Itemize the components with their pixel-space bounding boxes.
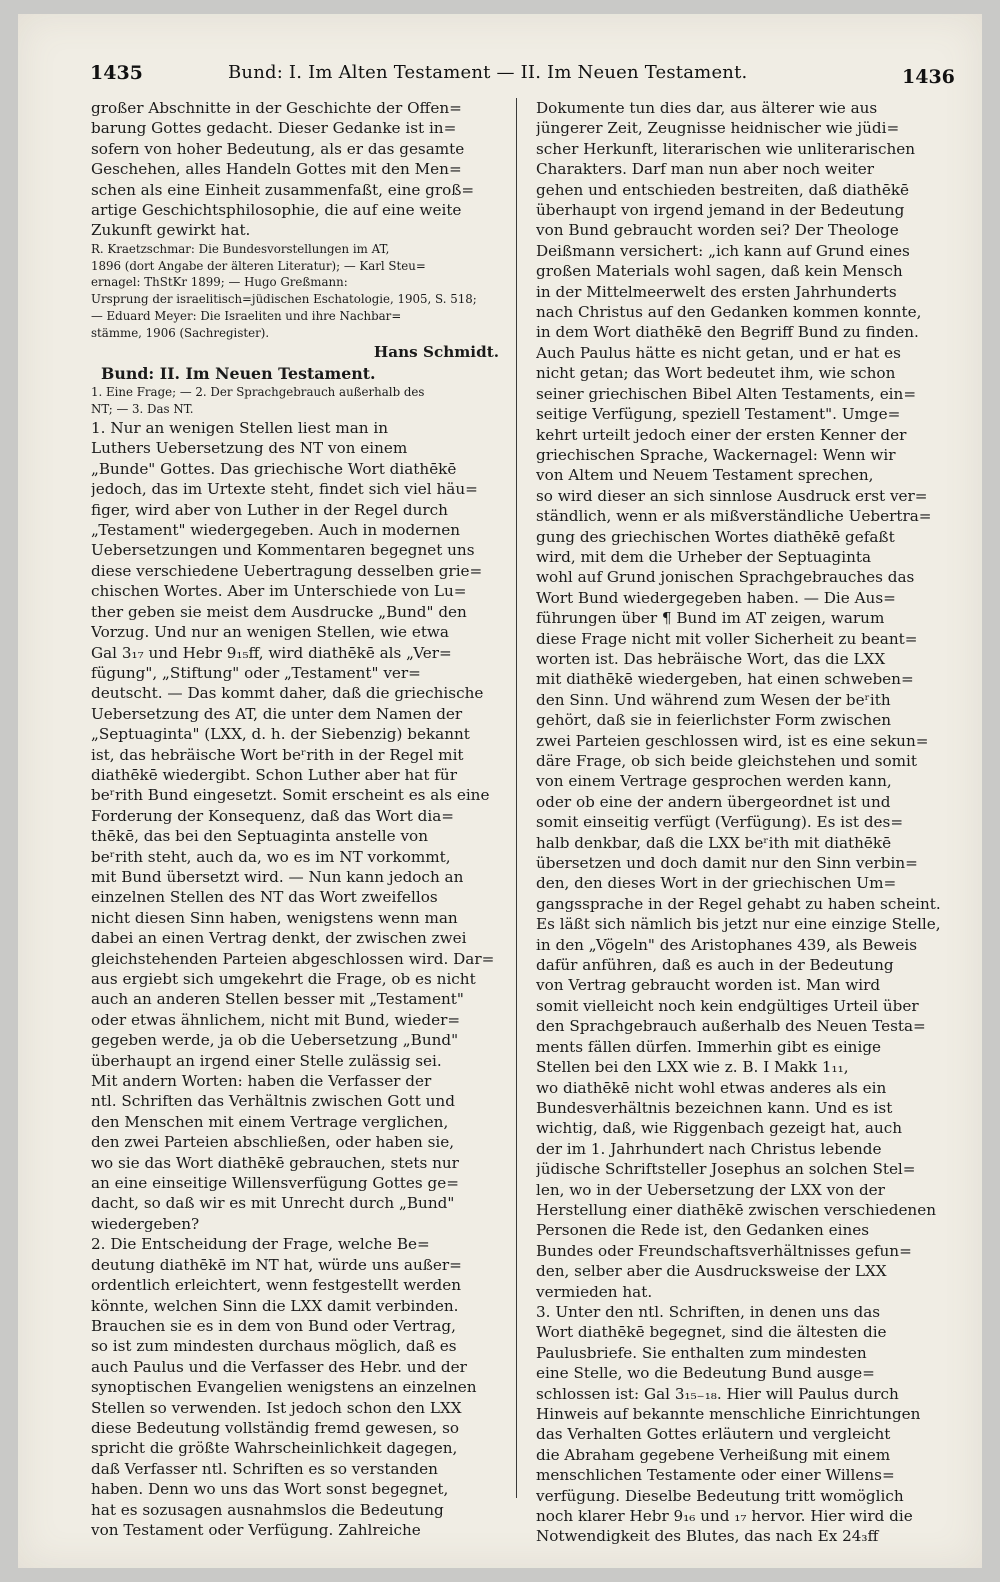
author-signature: Hans Schmidt.	[373, 342, 499, 361]
text-line: Forderung der Konsequenz, daß das Wort dia=	[91, 806, 454, 825]
text-line: überhaupt an irgend einer Stelle zulässig sei.	[91, 1051, 442, 1070]
text-line: sofern von hoher Bedeutung, als er das gesamte	[91, 139, 465, 158]
right-paragraph-1	[536, 98, 944, 1302]
text-line: diathēkē wiedergibt. Schon Luther aber hat für	[91, 765, 457, 784]
text-line: vermieden hat.	[536, 1282, 653, 1301]
text-line: 2. Die Entscheidung der Frage, welche Be=	[91, 1235, 430, 1254]
text-line: Herstellung einer diathēkē zwischen verschiedenen	[536, 1200, 936, 1219]
text-line: 1. Nur an wenigen Stellen liest man in	[91, 419, 389, 438]
text-line: jüdische Schriftsteller Josephus an solchen Stel=	[536, 1160, 916, 1179]
text-line: von Bund gebraucht worden sei? Der Theologe	[536, 221, 899, 240]
text-line: hat es sozusagen ausnahmslos die Bedeutung	[91, 1500, 444, 1519]
text-line: deutung diathēkē im NT hat, würde uns außer=	[91, 1255, 462, 1274]
text-line: Wort Bund wiedergegeben haben. — Die Aus=	[536, 588, 896, 607]
left-paragraph-2	[91, 418, 499, 1234]
text-line: aus ergiebt sich umgekehrt die Frage, ob es nicht	[91, 970, 476, 988]
text-line: führungen über ¶ Bund im AT zeigen, warum	[536, 609, 885, 628]
left-column	[91, 98, 499, 1566]
text-line: auch Paulus und die Verfasser des Hebr. und der	[91, 1357, 467, 1376]
text-line: Paulusbriefe. Sie enthalten zum mindesten	[536, 1343, 867, 1362]
text-line: nicht diesen Sinn haben, wenigstens wenn man	[91, 908, 458, 927]
text-line: diese verschiedene Uebertragung desselben grie=	[91, 561, 483, 580]
text-line: 1896 (dort Angabe der älteren Literatur); — Karl Steu=	[91, 258, 426, 273]
text-line: von Vertrag gebraucht worden ist. Man wird	[536, 976, 881, 995]
text-line: thēkē, das bei den Septuaginta anstelle von	[91, 827, 428, 846]
text-line: diese Bedeutung vollständig fremd gewesen, so	[91, 1418, 460, 1437]
text-line: barung Gottes gedacht. Dieser Gedanke ist in=	[91, 119, 457, 138]
text-line: den Sinn. Und während zum Wesen der beʳith	[536, 690, 891, 709]
text-line: deutscht. — Das kommt daher, daß die griechische	[91, 684, 484, 703]
text-line: stämme, 1906 (Sachregister).	[91, 325, 270, 340]
text-line: an eine einseitige Willensverfügung Gottes ge=	[91, 1174, 459, 1193]
text-line: NT; — 3. Das NT.	[91, 402, 194, 417]
text-line: kehrt urteilt jedoch einer der ersten Kenner der	[536, 425, 907, 444]
text-line: „Bunde" Gottes. Das griechische Wort diathēkē	[91, 459, 457, 478]
text-line: somit einseitig verfügt (Verfügung). Es ist des=	[536, 813, 904, 832]
text-line: die Abraham gegebene Verheißung mit einem	[536, 1445, 891, 1464]
text-line: ments fällen dürfen. Immerhin gibt es einige	[536, 1037, 882, 1056]
text-line: wo sie das Wort diathēkē gebrauchen, stets nur	[91, 1153, 459, 1172]
text-line: fügung", „Stiftung" oder „Testament" ver=	[91, 663, 421, 682]
text-line: dafür anführen, daß es auch in der Bedeutung	[536, 956, 894, 975]
text-line: wohl auf Grund jonischen Sprachgebrauches das	[536, 568, 915, 587]
text-line: noch klarer Hebr 9₁₆ und ₁₇ hervor. Hier wird die	[536, 1507, 913, 1526]
text-line: ther geben sie meist dem Ausdrucke „Bund" den	[91, 602, 467, 621]
text-line: Vorzug. Und nur an wenigen Stellen, wie etwa	[91, 623, 449, 642]
text-line: figer, wird aber von Luther in der Regel durch	[91, 500, 448, 519]
text-line: artige Geschichtsphilosophie, die auf eine weite	[91, 201, 462, 220]
running-title: Bund: I. Im Alten Testament — II. Im Neuen Testament.	[228, 62, 748, 83]
text-line: menschlichen Testamente oder einer Willens=	[536, 1466, 895, 1485]
text-line: schen als eine Einheit zusammenfaßt, eine groß=	[91, 180, 475, 199]
left-paragraph-3	[91, 1234, 499, 1540]
book-page	[18, 14, 982, 1568]
text-line: mit Bund übersetzt wird. — Nun kann jedoch an	[91, 867, 464, 886]
text-line: „Septuaginta" (LXX, d. h. der Siebenzig) bekannt	[91, 725, 470, 744]
text-line: spricht die größte Wahrscheinlichkeit dagegen,	[91, 1439, 458, 1458]
text-line: ernagel: ThStKr 1899; — Hugo Greßmann:	[91, 275, 348, 290]
text-line: dacht, so daß wir es mit Unrecht durch „Bund"	[91, 1194, 455, 1213]
text-line: Hinweis auf bekannte menschliche Einrichtungen	[536, 1405, 921, 1423]
text-line: beʳrith Bund eingesetzt. Somit erscheint es als eine	[91, 786, 490, 805]
text-line: Stellen bei den LXX wie z. B. I Makk 1₁₁,	[536, 1058, 849, 1077]
text-line: gegeben werde, ja ob die Uebersetzung „Bund"	[91, 1031, 459, 1050]
text-line: Es läßt sich nämlich bis jetzt nur eine einzige Stelle,	[536, 915, 941, 934]
text-line: dabei an einen Vertrag denkt, der zwischen zwei	[91, 929, 467, 948]
column-divider	[516, 98, 517, 1498]
text-line: daß Verfasser ntl. Schriften es so verstanden	[91, 1459, 438, 1478]
text-line: den, den dieses Wort in der griechischen Um=	[536, 874, 897, 893]
page-number-right: 1436	[902, 66, 955, 88]
text-line: len, wo in der Uebersetzung der LXX von der	[536, 1180, 885, 1199]
text-line: Stellen so verwenden. Ist jedoch schon den LXX	[91, 1398, 462, 1417]
text-line: somit vielleicht noch kein endgültiges Urteil über	[536, 996, 919, 1015]
text-line: so ist zum mindesten durchaus möglich, daß es	[91, 1337, 457, 1356]
text-line: seitige Verfügung, speziell Testament". Umge=	[536, 405, 901, 424]
text-line: der im 1. Jahrhundert nach Christus lebende	[536, 1139, 882, 1158]
text-line: Dokumente tun dies dar, aus älterer wie aus	[536, 99, 878, 117]
text-line: chischen Wortes. Aber im Unterschiede von Lu=	[91, 582, 467, 601]
text-line: auch an anderen Stellen besser mit „Testament"	[91, 990, 464, 1009]
text-line: beʳrith steht, auch da, wo es im NT vorkommt,	[91, 847, 451, 866]
text-line: 1. Eine Frage; — 2. Der Sprachgebrauch außerhalb des	[91, 385, 425, 400]
text-line: großen Materials wohl sagen, daß kein Mensch	[536, 262, 903, 281]
text-line: von Testament oder Verfügung. Zahlreiche	[91, 1520, 421, 1539]
text-line: so wird dieser an sich sinnlose Ausdruck erst ver=	[536, 486, 928, 505]
text-line: nach Christus auf den Gedanken kommen konnte,	[536, 303, 922, 322]
text-line: Uebersetzung des AT, die unter dem Namen der	[91, 704, 463, 723]
text-line: den Sprachgebrauch außerhalb des Neuen Testa=	[536, 1017, 926, 1036]
text-line: verfügung. Dieselbe Bedeutung tritt womöglich	[536, 1486, 904, 1505]
text-line: überhaupt von irgend jemand in der Bedeutung	[536, 201, 905, 220]
text-line: seiner griechischen Bibel Alten Testaments, ein=	[536, 384, 917, 403]
text-line: Luthers Uebersetzung des NT von einem	[91, 439, 408, 458]
text-line: 3. Unter den ntl. Schriften, in denen uns das	[536, 1302, 881, 1321]
text-line: Deißmann versichert: „ich kann auf Grund eines	[536, 241, 910, 260]
right-column	[536, 98, 944, 1566]
text-line: in der Mittelmeerwelt des ersten Jahrhunderts	[536, 282, 897, 301]
text-line: — Eduard Meyer: Die Israeliten und ihre Nachbar=	[91, 309, 402, 324]
text-line: jedoch, das im Urtexte steht, findet sich viel häu=	[91, 480, 478, 499]
text-line: in dem Wort diathēkē den Begriff Bund zu finden.	[536, 323, 919, 342]
text-line: ist, das hebräische Wort beʳrith in der Regel mit	[91, 745, 464, 764]
text-line: Bundesverhältnis bezeichnen kann. Und es ist	[536, 1098, 893, 1117]
text-line: Charakters. Darf man nun aber noch weiter	[536, 160, 875, 179]
text-line: Zukunft gewirkt hat.	[91, 221, 251, 240]
text-line: „Testament" wiedergegeben. Auch in modernen	[91, 521, 461, 540]
text-line: ordentlich erleichtert, wenn festgestellt werden	[91, 1276, 462, 1295]
text-line: übersetzen und doch damit nur den Sinn verbin=	[536, 854, 918, 873]
text-line: R. Kraetzschmar: Die Bundesvorstellungen im AT,	[91, 241, 390, 256]
text-line: Bundes oder Freundschaftsverhältnisses gefun=	[536, 1241, 912, 1260]
text-line: eine Stelle, wo die Bedeutung Bund ausge=	[536, 1364, 875, 1383]
text-line: den zwei Parteien abschließen, oder haben sie,	[91, 1133, 455, 1152]
text-line: Mit andern Worten: haben die Verfasser der	[91, 1072, 432, 1091]
text-line: wiedergeben?	[91, 1214, 200, 1233]
text-line: wo diathēkē nicht wohl etwas anderes als ein	[536, 1078, 887, 1097]
text-line: Brauchen sie es in dem von Bund oder Vertrag,	[91, 1316, 456, 1335]
text-line: Uebersetzungen und Kommentaren begegnet uns	[91, 541, 475, 560]
text-line: gleichstehenden Parteien abgeschlossen wird. Dar=	[91, 949, 495, 968]
text-line: ntl. Schriften das Verhältnis zwischen Gott und	[91, 1092, 455, 1111]
text-line: großer Abschnitte in der Geschichte der Offen=	[91, 99, 462, 117]
text-line: schlossen ist: Gal 3₁₅₋₁₈. Hier will Paulus durch	[536, 1384, 899, 1403]
section-toc	[91, 384, 499, 418]
text-line: halb denkbar, daß die LXX beʳith mit diathēkē	[536, 833, 892, 852]
text-line: griechischen Sprache, Wackernagel: Wenn wir	[536, 445, 896, 464]
text-line: diese Frage nicht mit voller Sicherheit zu beant=	[536, 629, 918, 648]
text-line: gehen und entschieden bestreiten, daß diathēkē	[536, 180, 910, 199]
text-line: das Verhalten Gottes erläutern und vergleicht	[536, 1425, 891, 1444]
text-line: könnte, welchen Sinn die LXX damit verbinden.	[91, 1296, 459, 1315]
bibliography	[91, 241, 499, 342]
text-line: Auch Paulus hätte es nicht getan, und er hat es	[536, 343, 901, 362]
left-paragraph-1	[91, 98, 499, 241]
text-line: den, selber aber die Ausdrucksweise der LXX	[536, 1262, 887, 1281]
right-paragraph-2	[536, 1302, 944, 1547]
text-line: Wort diathēkē begegnet, sind die ältesten die	[536, 1323, 887, 1342]
text-line: Notwendigkeit des Blutes, das nach Ex 24₃ff	[536, 1527, 879, 1546]
text-line: gehört, daß sie in feierlichster Form zwischen	[536, 711, 892, 730]
text-line: Gal 3₁₇ und Hebr 9₁₅ff, wird diathēkē als „Ver=	[91, 643, 452, 662]
page-number-left: 1435	[90, 62, 143, 84]
text-line: von einem Vertrage gesprochen werden kann,	[536, 772, 892, 791]
text-line: in den „Vögeln" des Aristophanes 439, als Beweis	[536, 935, 918, 954]
text-line: nicht getan; das Wort bedeutet ihm, wie schon	[536, 364, 896, 383]
text-line: Geschehen, alles Handeln Gottes mit den Men=	[91, 160, 462, 179]
text-line: worten ist. Das hebräische Wort, das die LXX	[536, 649, 886, 668]
text-line: synoptischen Evangelien wenigstens an einzelnen	[91, 1378, 477, 1397]
text-line: von Altem und Neuem Testament sprechen,	[536, 466, 874, 485]
text-line: wird, mit dem die Urheber der Septuaginta	[536, 547, 872, 566]
text-line: gung des griechischen Wortes diathēkē gefaßt	[536, 527, 895, 546]
text-line: einzelnen Stellen des NT das Wort zweifellos	[91, 888, 438, 907]
text-line: haben. Denn wo uns das Wort sonst begegnet,	[91, 1480, 449, 1499]
text-line: scher Herkunft, literarischen wie unliterarischen	[536, 139, 916, 158]
text-line: Personen die Rede ist, den Gedanken eines	[536, 1221, 870, 1240]
text-line: oder ob eine der andern übergeordnet ist und	[536, 792, 891, 811]
text-line: ständlich, wenn er als mißverständliche Uebertra=	[536, 507, 932, 526]
text-line: jüngerer Zeit, Zeugnisse heidnischer wie jüdi=	[536, 119, 900, 138]
section-heading: Bund: II. Im Neuen Testament.	[101, 364, 376, 384]
text-line: wichtig, daß, wie Riggenbach gezeigt hat, auch	[536, 1119, 903, 1138]
text-line: Ursprung der israelitisch=jüdischen Eschatologie, 1905, S. 518;	[91, 292, 477, 307]
text-line: zwei Parteien geschlossen wird, ist es eine sekun=	[536, 731, 929, 750]
text-line: den Menschen mit einem Vertrage verglichen,	[91, 1112, 449, 1131]
text-line: mit diathēkē wiedergeben, hat einen schweben=	[536, 670, 914, 689]
text-line: gangssprache in der Regel gehabt zu haben scheint.	[536, 894, 941, 913]
text-line: däre Frage, ob sich beide gleichstehen und somit	[536, 752, 918, 770]
text-line: oder etwas ähnlichem, nicht mit Bund, wieder=	[91, 1010, 461, 1029]
